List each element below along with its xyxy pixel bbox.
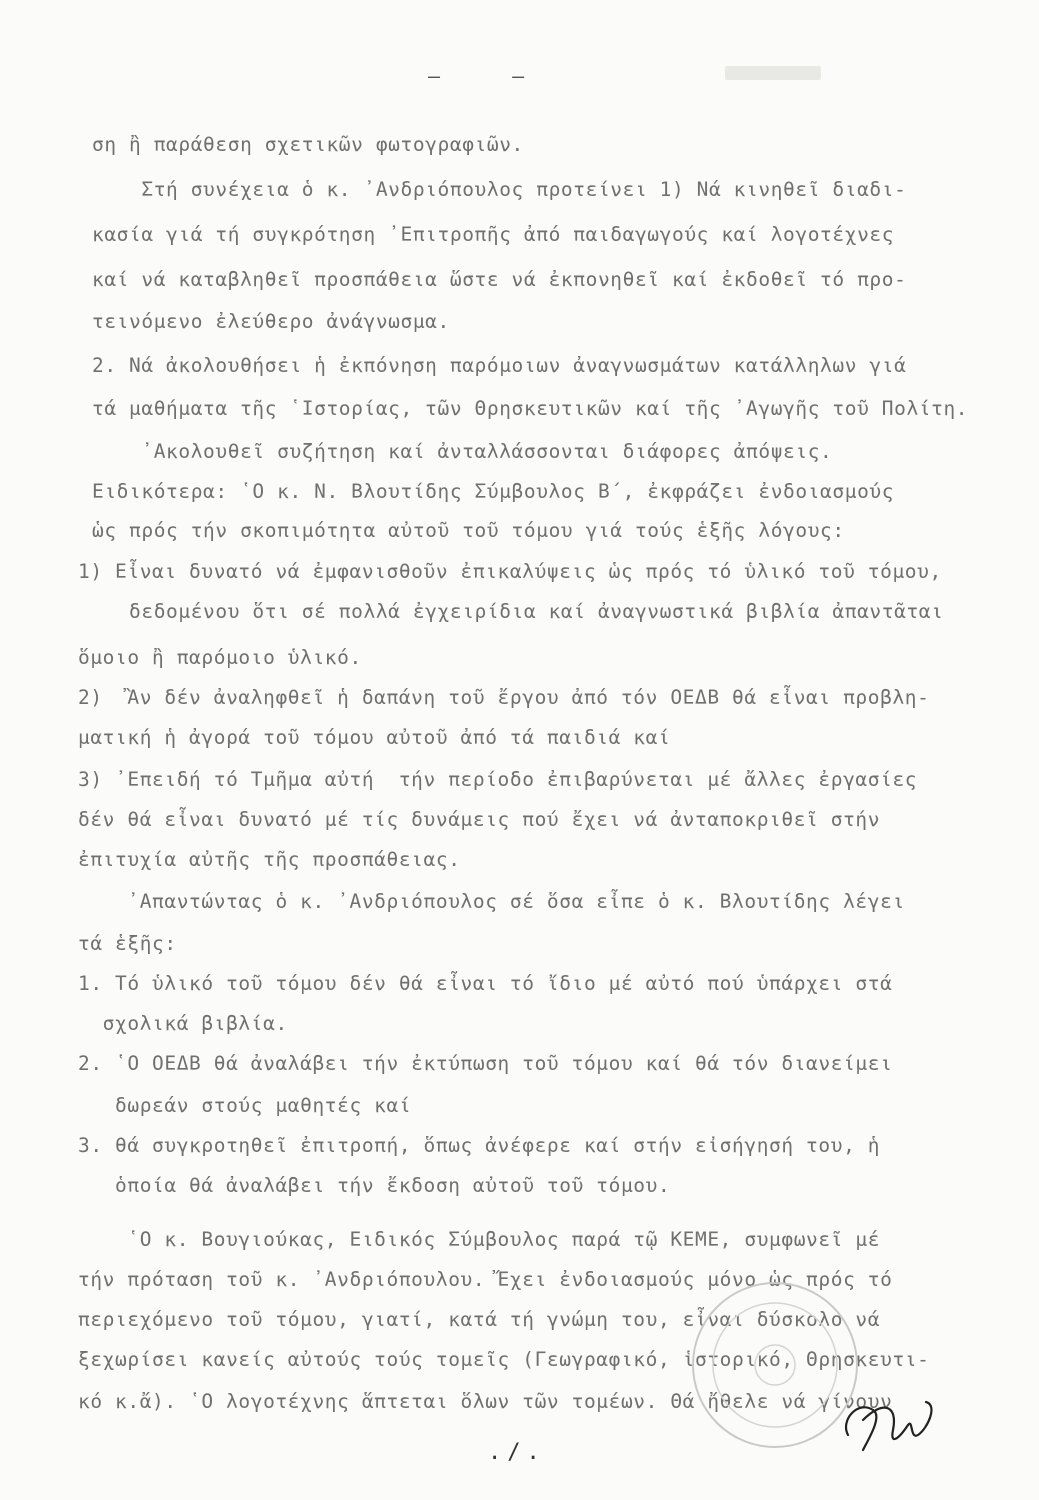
body-line: σχολικά βιβλία.: [78, 1012, 288, 1035]
body-line: ση ἢ παράθεση σχετικῶν φωτογραφιῶν.: [92, 133, 524, 156]
body-line: Στή συνέχεια ὁ κ. ᾿Ανδριόπουλος προτείνει 1) Νά κινηθεῖ διαδι-: [92, 178, 907, 201]
body-line: 2. ῾Ο ΟΕΔΒ θά ἀναλάβει τήν ἐκτύπωση τοῦ τόμου καί θά τόν διανείμει: [78, 1052, 893, 1075]
body-line: ματική ἡ ἀγορά τοῦ τόμου αὐτοῦ ἀπό τά παιδιά καί: [78, 726, 671, 749]
body-line: ὅμοιο ἢ παρόμοιο ὑλικό.: [78, 646, 362, 669]
handwritten-signature-icon: [828, 1380, 948, 1460]
body-line: ξεχωρίσει κανείς αὐτούς τούς τομεῖς (Γεωγραφικό, ἱστορικό, Θρησκευτι-: [78, 1348, 930, 1371]
body-line: κό κ.ἄ). ῾Ο λογοτέχνης ἅπτεται ὅλων τῶν τομέων. Θά ἤθελε νά γίνουν: [78, 1390, 893, 1413]
body-line: ὁποία θά ἀναλάβει τήν ἔκδοση αὐτοῦ τοῦ τόμου.: [78, 1174, 671, 1197]
body-line: δεδομένου ὅτι σέ πολλά ἐγχειρίδια καί ἀναγνωστικά βιβλία ἀπαντᾶται: [92, 600, 944, 623]
body-line: ἐπιτυχία αὐτῆς τῆς προσπάθειας.: [78, 848, 461, 871]
faded-heading-mark: [725, 66, 821, 80]
body-line: 2) Ἂν δέν ἀναληφθεῖ ἡ δαπάνη τοῦ ἔργου ἀπό τόν ΟΕΔΒ θά εἶναι προβλη-: [78, 686, 930, 709]
body-line: ὡς πρός τήν σκοπιμότητα αὐτοῦ τοῦ τόμου γιά τούς ἑξῆς λόγους:: [92, 519, 845, 542]
body-line: ῾Ο κ. Βουγιούκας, Ειδικός Σύμβουλος παρά τῷ ΚΕΜΕ, συμφωνεῖ μέ: [78, 1228, 881, 1251]
body-line: 1. Τό ὑλικό τοῦ τόμου δέν θά εἶναι τό ἴδιο μέ αὐτό πού ὑπάρχει στά: [78, 972, 893, 995]
body-line: 1) Εἶναι δυνατό νά ἐμφανισθοῦν ἐπικαλύψεις ὡς πρός τό ὑλικό τοῦ τόμου,: [78, 560, 942, 583]
page-footer-mark: ./.: [488, 1440, 546, 1465]
body-line: τεινόμενο ἐλεύθερο ἀνάγνωσμα.: [92, 310, 450, 333]
body-line: 3. θά συγκροτηθεῖ ἐπιτροπή, ὅπως ἀνέφερε καί στήν εἰσήγησή του, ἡ: [78, 1134, 881, 1157]
body-line: ᾿Απαντώντας ὁ κ. ᾿Ανδριόπουλος σέ ὅσα εἶπε ὁ κ. Βλουτίδης λέγει: [78, 890, 905, 913]
body-line: 2. Νά ἀκολουθήσει ἡ ἐκπόνηση παρόμοιων ἀναγνωσμάτων κατάλληλων γιά: [92, 354, 907, 377]
body-line: ᾿Ακολουθεῖ συζήτηση καί ἀνταλλάσσονται διάφορες ἀπόψεις.: [92, 440, 833, 463]
body-line: τήν πρόταση τοῦ κ. ᾿Ανδριόπουλου. Ἔχει ἐνδοιασμούς μόνο ὡς πρός τό: [78, 1268, 893, 1291]
body-line: Ειδικότερα: ῾Ο κ. Ν. Βλουτίδης Σύμβουλος Β΄, ἐκφράζει ἐνδοιασμούς: [92, 480, 895, 503]
body-line: τά ἑξῆς:: [78, 932, 177, 955]
body-line: τά μαθήματα τῆς ῾Ιστορίας, τῶν Θρησκευτικῶν καί τῆς ᾿Αγωγῆς τοῦ Πολίτη.: [92, 397, 969, 420]
body-line: δέν θά εἶναι δυνατό μέ τίς δυνάμεις πού ἔχει νά ἀνταποκριθεῖ στήν: [78, 808, 881, 831]
page-header-mark: – –: [428, 64, 555, 88]
body-line: 3) ᾿Επειδή τό Τμῆμα αὐτή τήν περίοδο ἐπιβαρύνεται μέ ἄλλες ἐργασίες: [78, 768, 918, 791]
body-line: περιεχόμενο τοῦ τόμου, γιατί, κατά τή γνώμη του, εἶναι δύσκολο νά: [78, 1308, 881, 1331]
body-line: κασία γιά τή συγκρότηση ᾿Επιτροπῆς ἀπό παιδαγωγούς καί λογοτέχνες: [92, 223, 895, 246]
body-line: καί νά καταβληθεῖ προσπάθεια ὥστε νά ἐκπονηθεῖ καί ἐκδοθεῖ τό προ-: [92, 268, 907, 291]
body-line: δωρεάν στούς μαθητές καί: [78, 1094, 412, 1117]
